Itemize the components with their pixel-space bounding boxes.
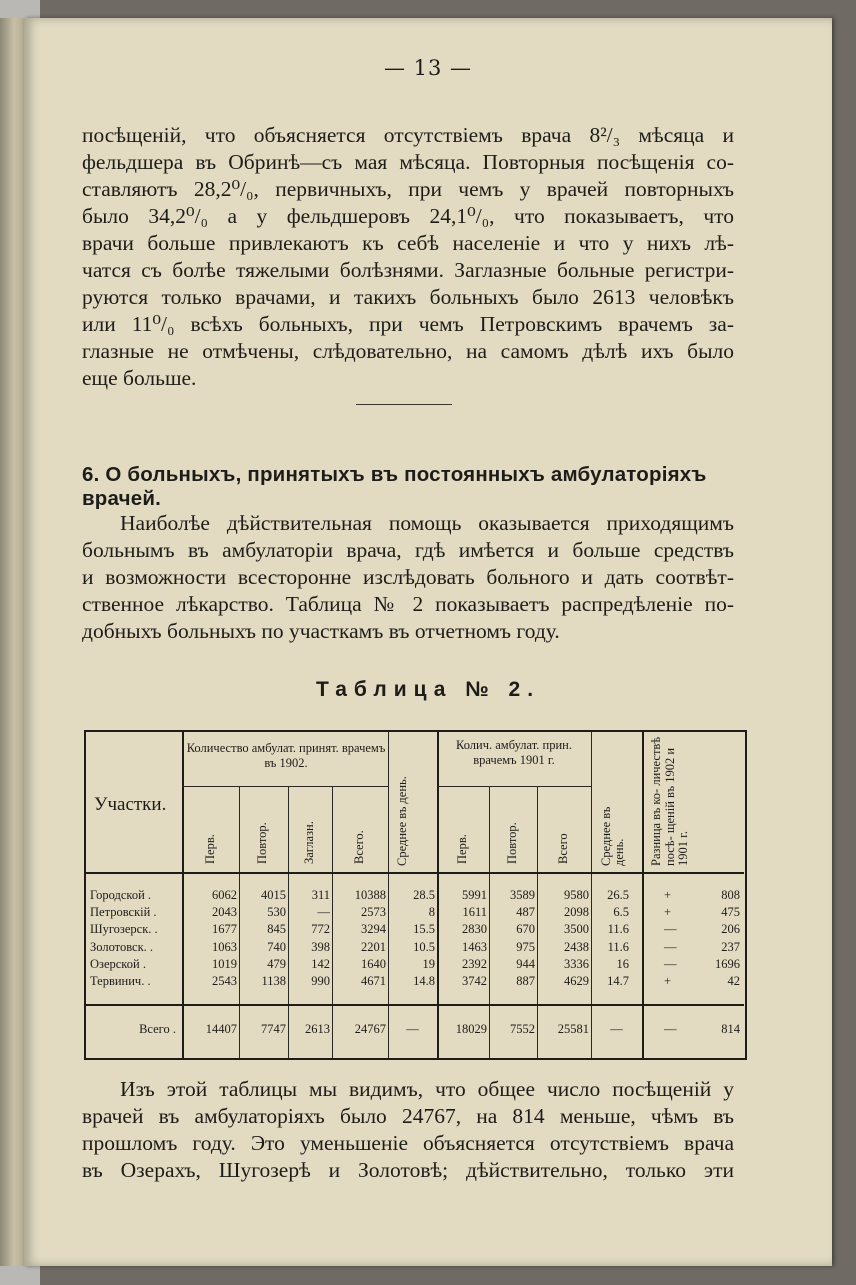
paragraph-line: больнымъ въ амбулаторіи врача, гдѣ имѣется и больше средствъ xyxy=(82,538,734,562)
table-rule xyxy=(537,786,538,1058)
header-povtor-1901: Повтор. xyxy=(505,822,519,864)
table-cell: 10388 xyxy=(354,888,386,902)
header-srednee-1901: Среднее въ день. xyxy=(599,806,626,866)
table-cell: 398 xyxy=(311,939,330,954)
table-cell: 206 xyxy=(721,922,740,937)
statistics-table xyxy=(84,730,747,1060)
table-cell: 237 xyxy=(721,939,740,954)
table-cell: 4671 xyxy=(361,974,386,988)
table-cell: 2438 xyxy=(564,939,589,954)
row-label: Озерской . xyxy=(90,956,146,971)
paragraph-line: руются только врачами, и такихъ больныхъ было 2613 человѣкъ xyxy=(82,285,734,309)
paragraph-line: или 11⁰/₀ всѣхъ больныхъ, при чемъ Петровскимъ врачемъ за- xyxy=(82,312,734,336)
row-label: Петровскій . xyxy=(90,905,157,920)
table-cell: 11.6 xyxy=(607,922,629,937)
table-cell: 772 xyxy=(311,922,330,937)
header-perv-1901: Перв. xyxy=(455,834,469,864)
table-cell: 1677 xyxy=(212,922,237,937)
table-cell: 1640 xyxy=(361,956,386,971)
table-rule xyxy=(332,786,333,1058)
table-cell: 6062 xyxy=(212,888,237,902)
total-cell: 18029 xyxy=(455,1022,487,1036)
table-cell: 1463 xyxy=(462,939,487,954)
header-raznica: Разница въ ко- личествѣ посѣ- щеній въ 1902 и 1901 г. xyxy=(649,736,690,866)
table-rule xyxy=(437,786,591,787)
header-group-1902: Количество амбулат. принят. врачемъ въ 1902. xyxy=(186,741,386,770)
row-label: Золотовск. . xyxy=(90,939,154,954)
header-stub: Участки. xyxy=(94,794,167,815)
header-vsego: Всего. xyxy=(352,830,366,864)
table-cell: 1611 xyxy=(462,905,487,920)
paragraph-line: прошломъ году. Это уменьшеніе объясняется отсутствіемъ врача xyxy=(82,1131,734,1155)
table-cell: 311 xyxy=(311,888,330,902)
table-cell: 1138 xyxy=(261,974,286,988)
table-cell: 479 xyxy=(267,956,286,971)
table-rule xyxy=(288,786,289,1058)
table-cell: — xyxy=(664,956,677,971)
table-rule xyxy=(489,786,490,1058)
table-cell: 10.5 xyxy=(413,939,435,954)
table-cell: 9580 xyxy=(564,888,589,902)
paragraph-line: добныхъ больныхъ по участкамъ въ отчетномъ году. xyxy=(82,619,560,643)
table-cell: 2043 xyxy=(212,905,237,920)
table-cell: 2392 xyxy=(462,956,487,971)
table-cell: 4015 xyxy=(261,888,286,902)
table-cell: 670 xyxy=(516,922,535,937)
table-cell: 14.7 xyxy=(607,974,629,988)
table-cell: — xyxy=(317,905,330,920)
header-srednee: Среднее въ день. xyxy=(395,776,409,866)
table-cell: 3336 xyxy=(564,956,589,971)
table-cell: 487 xyxy=(516,905,535,920)
table-rule xyxy=(182,786,388,787)
table-rule xyxy=(642,732,644,1058)
total-cell: 25581 xyxy=(557,1022,589,1036)
table-cell: 740 xyxy=(267,939,286,954)
table-cell: 4629 xyxy=(564,974,589,988)
paragraph-line: чатся съ болѣе тяжелыми болѣзнями. Заглазные больные регистри- xyxy=(82,258,734,282)
total-sign: — xyxy=(664,1022,677,1036)
table-cell: 845 xyxy=(267,922,286,937)
paragraph-line: фельдшера въ Обринѣ—съ мая мѣсяца. Повторныя посѣщенія со- xyxy=(82,150,734,174)
table-cell: 2098 xyxy=(564,905,589,920)
paragraph-3 xyxy=(82,1076,734,1184)
total-cell: 7747 xyxy=(261,1022,286,1036)
table-title: Таблица № 2. xyxy=(315,678,541,701)
table-cell: 11.6 xyxy=(607,939,629,954)
table-cell: 1063 xyxy=(212,939,237,954)
table-cell: 8 xyxy=(428,905,435,920)
header-perv: Перв. xyxy=(203,834,217,864)
paragraph-line: врачей въ амбулаторіяхъ было 24767, на 814 меньше, чѣмъ въ xyxy=(82,1104,734,1128)
header-zaglazn: Заглазн. xyxy=(302,821,316,864)
row-label: Шугозерск. . xyxy=(90,922,158,937)
table-cell: 990 xyxy=(311,974,330,988)
paragraph-line: ственное лѣкарство. Таблица № 2 показываетъ распредѣленіе по- xyxy=(82,592,734,616)
table-cell: 3500 xyxy=(564,922,589,937)
table-rule xyxy=(86,872,744,874)
table-cell: 2201 xyxy=(361,939,386,954)
section-divider xyxy=(356,404,452,405)
header-vsego-1901: Всего xyxy=(556,833,570,864)
row-label: Городской . xyxy=(90,888,152,902)
table-cell: — xyxy=(664,922,677,937)
table-cell: 530 xyxy=(267,905,286,920)
table-rule xyxy=(239,786,240,1058)
total-cell: — xyxy=(610,1022,623,1036)
row-label: Тервинич. . xyxy=(90,974,151,988)
table-cell: 2573 xyxy=(361,905,386,920)
table-cell: 19 xyxy=(422,956,435,971)
table-cell: 944 xyxy=(516,956,535,971)
table-cell: 28.5 xyxy=(413,888,435,902)
table-cell: 16 xyxy=(616,956,629,971)
paragraph-line: посѣщеній, что объясняется отсутствіемъ врача 8²/₃ мѣсяца и xyxy=(82,123,734,147)
paragraph-line: Изъ этой таблицы мы видимъ, что общее число посѣщеній у xyxy=(120,1077,734,1101)
table-cell: 975 xyxy=(516,939,535,954)
table-cell: — xyxy=(664,939,677,954)
table-cell: 2830 xyxy=(462,922,487,937)
total-label: Всего . xyxy=(139,1022,176,1036)
paragraph-line: въ Озерахъ, Шугозерѣ и Золотовѣ; дѣйствительно, только эти xyxy=(82,1158,734,1182)
table-cell: 3294 xyxy=(361,922,386,937)
table-rule xyxy=(86,1004,744,1006)
table-cell: + xyxy=(664,974,672,988)
table-cell: 475 xyxy=(721,905,740,920)
paragraph-line: глазные не отмѣчены, слѣдовательно, на самомъ дѣлѣ ихъ было xyxy=(82,339,734,363)
table-cell: 1019 xyxy=(212,956,237,971)
total-cell: 24767 xyxy=(354,1022,386,1036)
table-cell: 887 xyxy=(516,974,535,988)
paragraph-line: и возможности всесторонне изслѣдовать больного и дать соотвѣт- xyxy=(82,565,734,589)
total-cell: 2613 xyxy=(305,1022,330,1036)
total-cell: 7552 xyxy=(510,1022,535,1036)
table-cell: 6.5 xyxy=(613,905,629,920)
previous-page-edge xyxy=(0,0,24,1285)
table-cell: + xyxy=(664,888,672,902)
table-cell: 142 xyxy=(311,956,330,971)
paragraph-line: врачи больше привлекаютъ къ себѣ населеніе и что у нихъ лѣ- xyxy=(82,231,734,255)
paragraph-1 xyxy=(82,122,734,392)
table-cell: 808 xyxy=(721,888,740,902)
total-cell: 14407 xyxy=(205,1022,237,1036)
header-povtor: Повтор. xyxy=(255,822,269,864)
paragraph-line: Наиболѣе дѣйствительная помощь оказывается приходящимъ xyxy=(120,511,734,535)
scan-border-bottom xyxy=(0,1266,40,1285)
table-cell: 26.5 xyxy=(607,888,629,902)
scan-border-top xyxy=(0,0,40,18)
table-cell: 42 xyxy=(727,974,740,988)
paragraph-line: было 34,2⁰/₀ а у фельдшеровъ 24,1⁰/₀, что показываетъ, что xyxy=(82,204,734,228)
table-cell: + xyxy=(664,905,672,920)
table-cell: 2543 xyxy=(212,974,237,988)
table-rule xyxy=(388,732,389,1058)
table-cell: 1696 xyxy=(715,956,740,971)
paragraph-line: ставляютъ 28,2⁰/₀, первичныхъ, при чемъ у врачей повторныхъ xyxy=(82,177,734,201)
paragraph-line: еще больше. xyxy=(82,366,197,390)
header-group-1901: Колич. амбулат. прин. врачемъ 1901 г. xyxy=(456,738,572,767)
paragraph-2 xyxy=(82,510,734,645)
table-cell: 3589 xyxy=(510,888,535,902)
table-cell: 3742 xyxy=(462,974,487,988)
table-cell: 14.8 xyxy=(413,974,435,988)
table-cell: 5991 xyxy=(462,888,487,902)
page-number: — 13 — xyxy=(383,56,473,80)
book-page xyxy=(24,18,832,1266)
total-cell: — xyxy=(406,1022,419,1036)
section-heading: 6. О больныхъ, принятыхъ въ постоянныхъ амбулаторіяхъ врачей. xyxy=(82,463,707,510)
table-rule xyxy=(591,732,592,1058)
total-cell: 814 xyxy=(721,1022,740,1036)
table-cell: 15.5 xyxy=(413,922,435,937)
